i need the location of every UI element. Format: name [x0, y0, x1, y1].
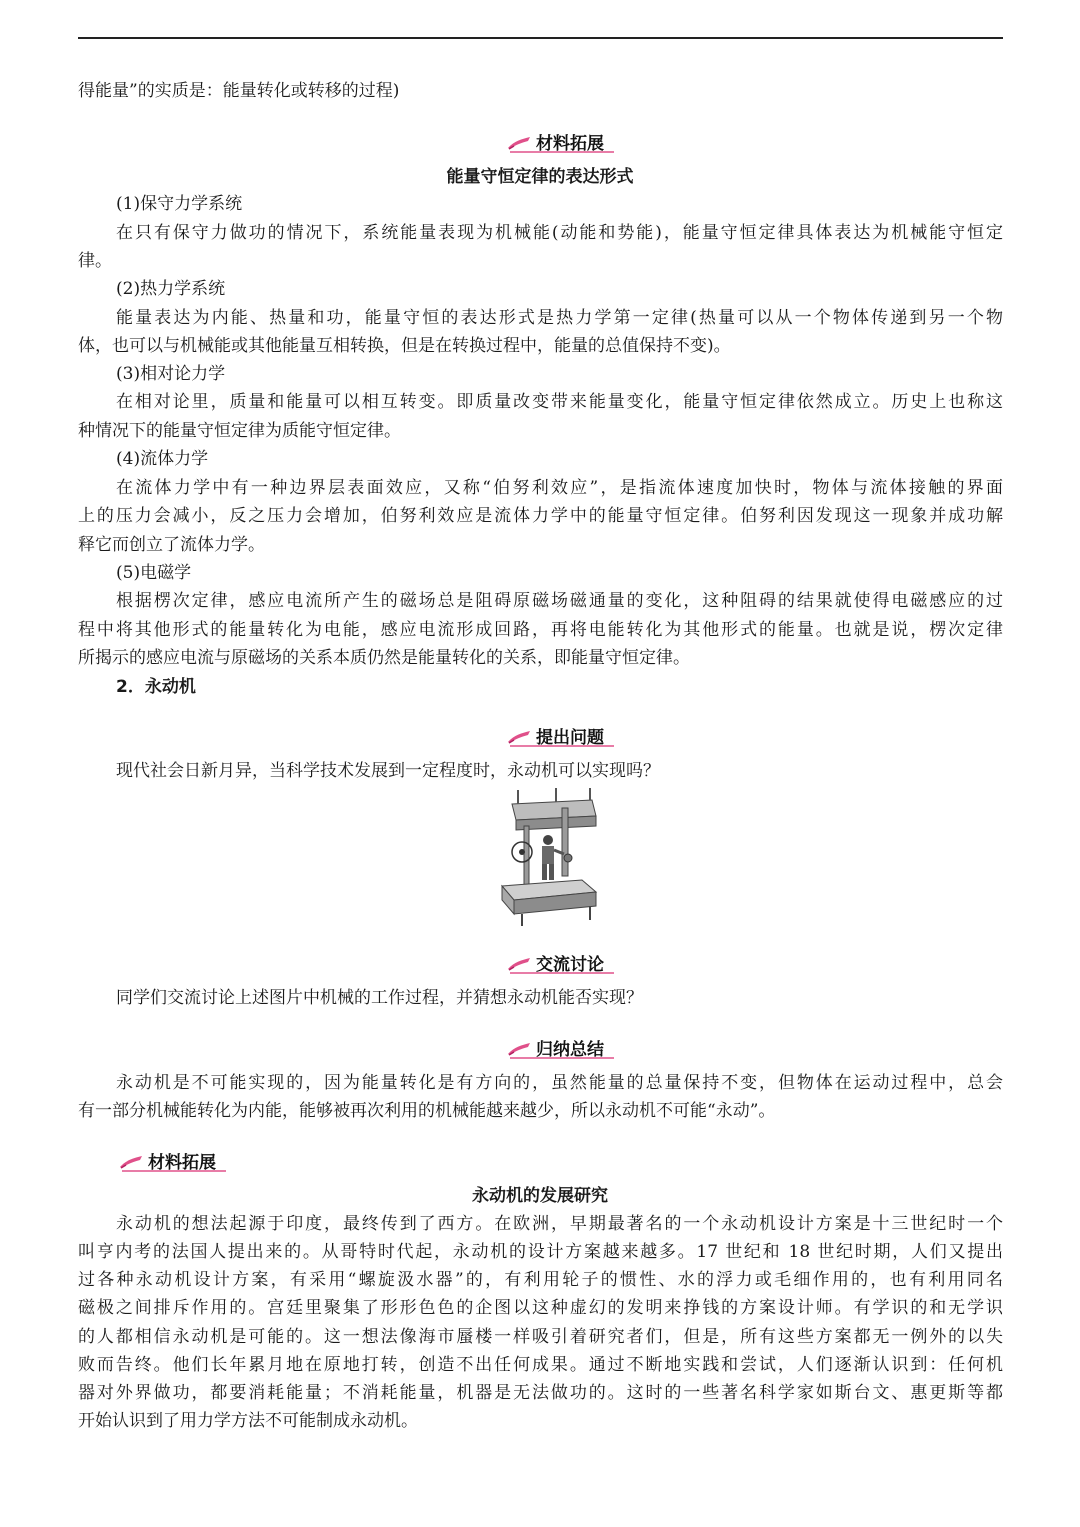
paragraph-line: 种情况下的能量守恒定律为质能守恒定律。: [78, 421, 401, 441]
paragraph-line: 在流体力学中有一种边界层表面效应，又称“伯努利效应”，是指流体速度加快时，物体与流体接触的界面: [116, 478, 1003, 498]
paragraph-line: 永动机的想法起源于印度，最终传到了西方。在欧洲，早期最著名的一个永动机设计方案是十三世纪时一个: [116, 1214, 1003, 1234]
paragraph-line: 败而告终。他们长年累月地在原地打转，创造不出任何成果。通过不断地实践和尝试，人们逐渐认识到：任何机: [78, 1355, 1003, 1375]
paragraph-line: 的人都相信永动机是可能的。这一想法像海市蜃楼一样吸引着研究者们，但是，所有这些方案都无一例外的以失: [78, 1327, 1003, 1347]
paragraph-line: 有一部分机械能转化为内能，能够被再次利用的机械能越来越少，所以永动机不可能“永动”。: [78, 1101, 776, 1121]
pen-icon: [506, 1041, 532, 1057]
pen-icon: [118, 1154, 144, 1170]
tag-label: 材料拓展: [536, 134, 604, 154]
subheading: (5)电磁学: [116, 563, 192, 583]
text-line: 得能量”的实质是：能量转化或转移的过程): [78, 81, 400, 101]
paragraph-line: 在只有保守力做功的情况下，系统能量表现为机械能(动能和势能)，能量守恒定律具体表达为机械能守恒定: [116, 223, 1003, 243]
paragraph-line: 过各种永动机设计方案，有采用“螺旋汲水器”的，有利用轮子的惯性、水的浮力或毛细作用的，也有利用同名: [78, 1270, 1003, 1290]
pen-icon: [506, 956, 532, 972]
question-text: 现代社会日新月异，当科学技术发展到一定程度时，永动机可以实现吗？: [116, 761, 660, 781]
paragraph-line: 叫亨内考的法国人提出来的。从哥特时代起，永动机的设计方案越来越多。17 世纪和 18 世纪时期，人们又提出: [78, 1242, 1003, 1262]
tag-label: 材料拓展: [148, 1153, 216, 1173]
section-title: 永动机的发展研究: [472, 1186, 608, 1206]
paragraph-line: 所揭示的感应电流与原磁场的关系本质仍然是能量转化的关系，即能量守恒定律。: [78, 648, 690, 668]
paragraph-line: 程中将其他形式的能量转化为电能，感应电流形成回路，再将电能转化为其他形式的能量。也就是说，楞次定律: [78, 620, 1003, 640]
paragraph-line: 器对外界做功，都要消耗能量；不消耗能量，机器是无法做功的。这时的一些著名科学家如斯台文、惠更斯等都: [78, 1383, 1003, 1403]
subheading: (4)流体力学: [116, 449, 209, 469]
subheading: (1)保守力学系统: [116, 194, 243, 214]
paragraph-line: 开始认识到了用力学方法不可能制成永动机。: [78, 1411, 418, 1431]
paragraph-line: 在相对论里，质量和能量可以相互转变。即质量改变带来能量变化，能量守恒定律依然成立。历史上也称这: [116, 392, 1003, 412]
tag-label: 交流讨论: [536, 955, 604, 975]
section-title: 能量守恒定律的表达形式: [446, 167, 634, 187]
paragraph-line: 永动机是不可能实现的，因为能量转化是有方向的，虽然能量的总量保持不变，但物体在运动过程中，总会: [116, 1073, 1003, 1093]
paragraph-line: 释它而创立了流体力学。: [78, 535, 265, 555]
pen-icon: [506, 135, 532, 151]
subheading: (2)热力学系统: [116, 279, 226, 299]
paragraph-line: 律。: [78, 251, 112, 271]
pen-icon: [506, 729, 532, 745]
paragraph-line: 上的压力会减小，反之压力会增加，伯努利效应是流体力学中的能量守恒定律。伯努利因发现这一现象并成功解: [78, 506, 1003, 526]
subheading: (3)相对论力学: [116, 364, 226, 384]
tag-label: 归纳总结: [536, 1040, 604, 1060]
paragraph-line: 磁极之间排斥作用的。宫廷里聚集了形形色色的企图以这种虚幻的发明来挣钱的方案设计师。有学识的和无学识: [78, 1298, 1003, 1318]
tag-label: 提出问题: [536, 728, 604, 748]
perpetual-motion-machine-illustration: [496, 786, 602, 928]
section-heading: 2．永动机: [116, 677, 196, 697]
paragraph-line: 能量表达为内能、热量和功，能量守恒的表达形式是热力学第一定律(热量可以从一个物体传递到另一个物: [116, 308, 1003, 328]
discussion-text: 同学们交流讨论上述图片中机械的工作过程，并猜想永动机能否实现？: [116, 988, 643, 1008]
paragraph-line: 根据楞次定律，感应电流所产生的磁场总是阻碍原磁场磁通量的变化，这种阻碍的结果就使得电磁感应的过: [116, 591, 1003, 611]
paragraph-line: 体，也可以与机械能或其他能量互相转换，但是在转换过程中，能量的总值保持不变)。: [78, 336, 731, 356]
header-rule: [78, 37, 1003, 39]
